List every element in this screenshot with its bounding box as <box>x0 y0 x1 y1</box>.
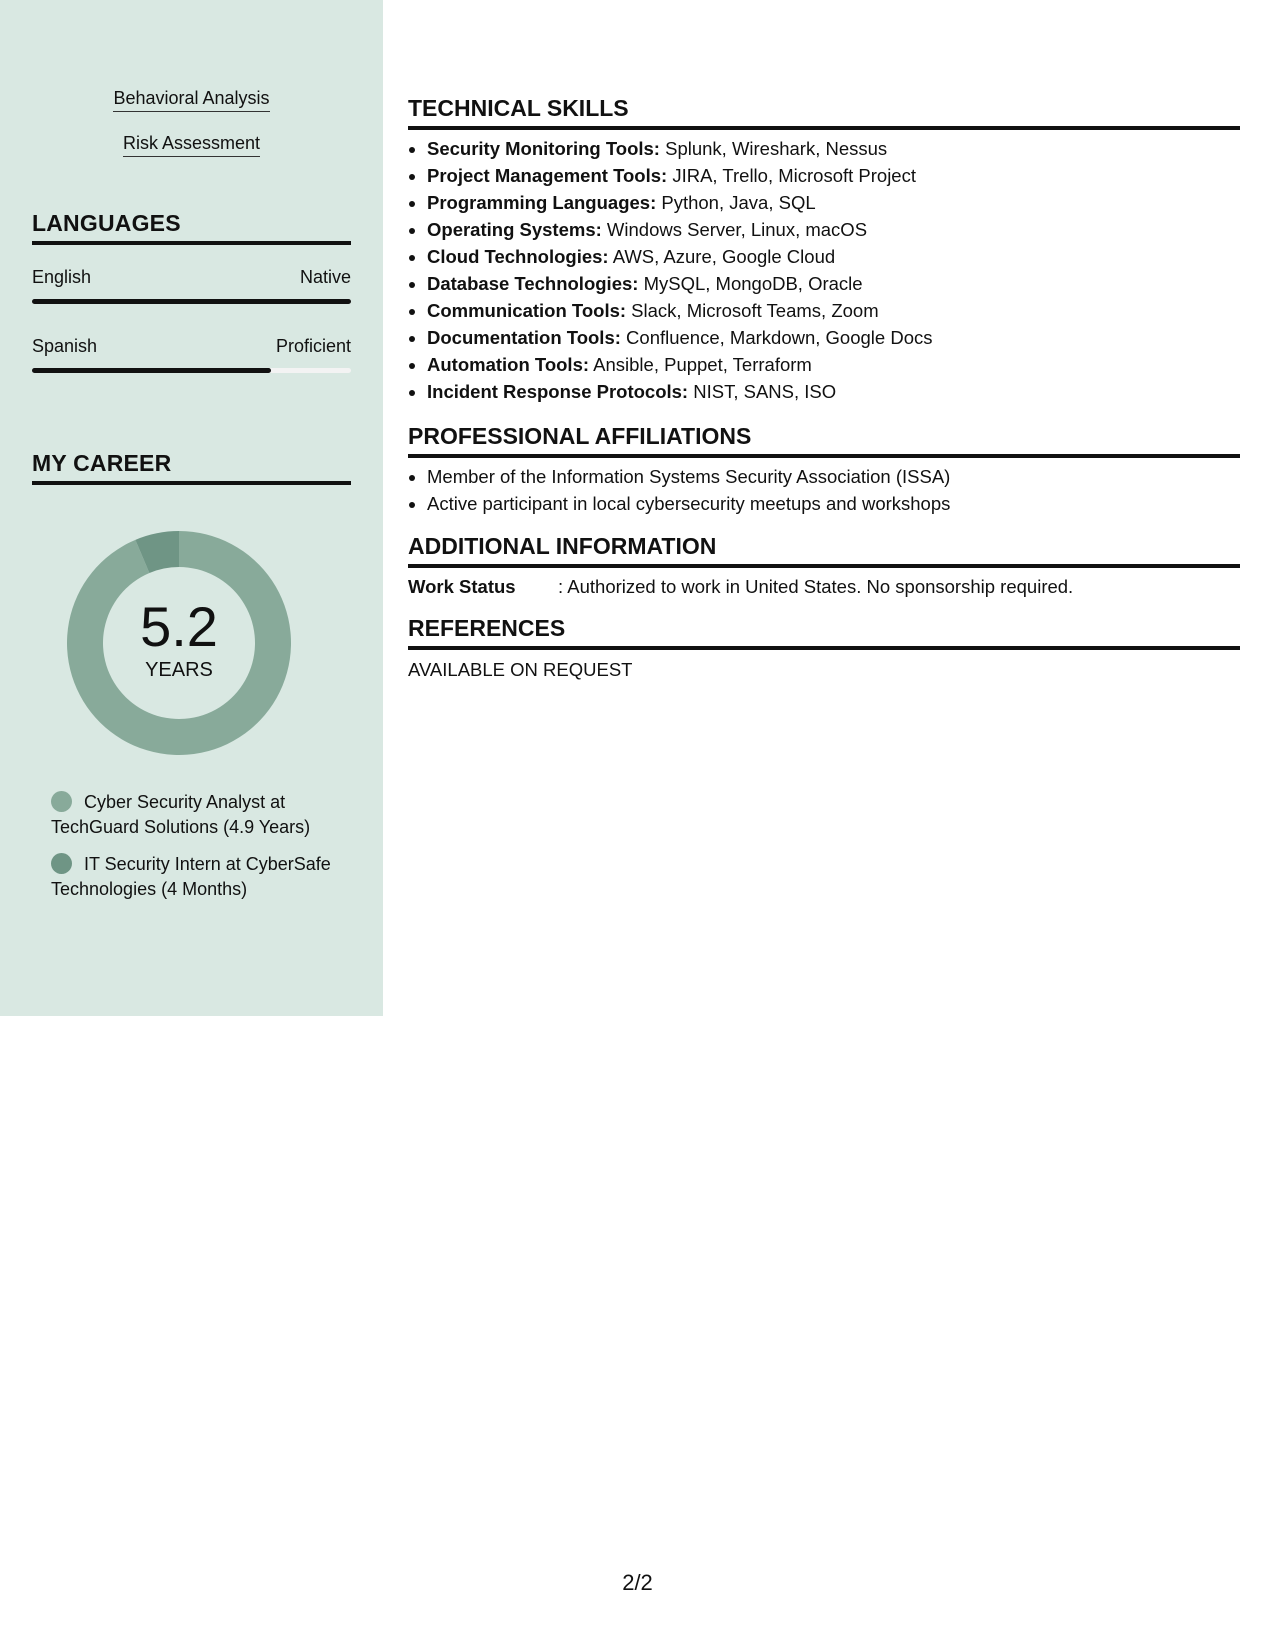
career-total-unit: YEARS <box>145 658 213 681</box>
language-row <box>32 336 351 357</box>
language-level: Native <box>299 267 351 287</box>
affiliations-heading: PROFESSIONAL AFFILIATIONS <box>408 423 1240 458</box>
languages-heading: LANGUAGES <box>32 210 351 245</box>
career-legend-label: Cyber Security Analyst at TechGuard Solutions (4.9 Years) <box>51 792 311 837</box>
skill-tag: Risk Assessment <box>0 133 383 154</box>
page-number: 2/2 <box>622 1570 653 1595</box>
career-donut-chart <box>66 530 292 756</box>
career-legend-item <box>51 790 341 840</box>
language-bar-fill <box>32 368 271 373</box>
skill-item: • Project Management Tools: JIRA, Trello, Microsoft Project <box>427 162 932 189</box>
language-bar <box>32 299 351 304</box>
language-bar <box>32 368 351 373</box>
career-total-value: 5.2 <box>140 594 218 658</box>
skill-item: • Cloud Technologies: AWS, Azure, Google Cloud <box>427 243 932 270</box>
skill-item: • Automation Tools: Ansible, Puppet, Terraform <box>427 351 932 378</box>
skill-item: • Incident Response Protocols: NIST, SANS, ISO <box>427 378 932 405</box>
affiliation-item: • Active participant in local cybersecurity meetups and workshops <box>427 490 950 517</box>
work-status-row <box>408 576 1073 598</box>
language-bar-fill <box>32 299 351 304</box>
references-text: AVAILABLE ON REQUEST <box>408 659 633 680</box>
legend-dot <box>51 791 72 812</box>
language-row <box>32 267 351 288</box>
technical-skills-heading: TECHNICAL SKILLS <box>408 95 1240 130</box>
affiliations-list <box>408 463 950 517</box>
references-heading: REFERENCES <box>408 615 1240 650</box>
affiliation-item: • Member of the Information Systems Security Association (ISSA) <box>427 463 950 490</box>
skill-item: • Security Monitoring Tools: Splunk, Wireshark, Nessus <box>427 135 932 162</box>
work-status-value: : Authorized to work in United States. No sponsorship required. <box>558 576 1074 597</box>
additional-info-heading: ADDITIONAL INFORMATION <box>408 533 1240 568</box>
skill-item: • Programming Languages: Python, Java, SQL <box>427 189 932 216</box>
skill-item: • Operating Systems: Windows Server, Linux, macOS <box>427 216 932 243</box>
career-legend-label: IT Security Intern at CyberSafe Technologies (4 Months) <box>51 854 331 899</box>
career-heading: MY CAREER <box>32 450 351 485</box>
career-legend-item <box>51 852 341 902</box>
technical-skills-list <box>408 135 932 405</box>
sidebar <box>0 0 383 1016</box>
skill-tag: Behavioral Analysis <box>0 88 383 109</box>
career-total <box>66 530 292 756</box>
language-name: English <box>32 267 92 287</box>
skill-item: • Documentation Tools: Confluence, Markdown, Google Docs <box>427 324 932 351</box>
language-name: Spanish <box>32 336 98 356</box>
legend-dot <box>51 853 72 874</box>
work-status-label: Work Status <box>408 576 516 597</box>
skill-item: • Communication Tools: Slack, Microsoft Teams, Zoom <box>427 297 932 324</box>
language-level: Proficient <box>275 336 351 356</box>
skill-item: • Database Technologies: MySQL, MongoDB, Oracle <box>427 270 932 297</box>
